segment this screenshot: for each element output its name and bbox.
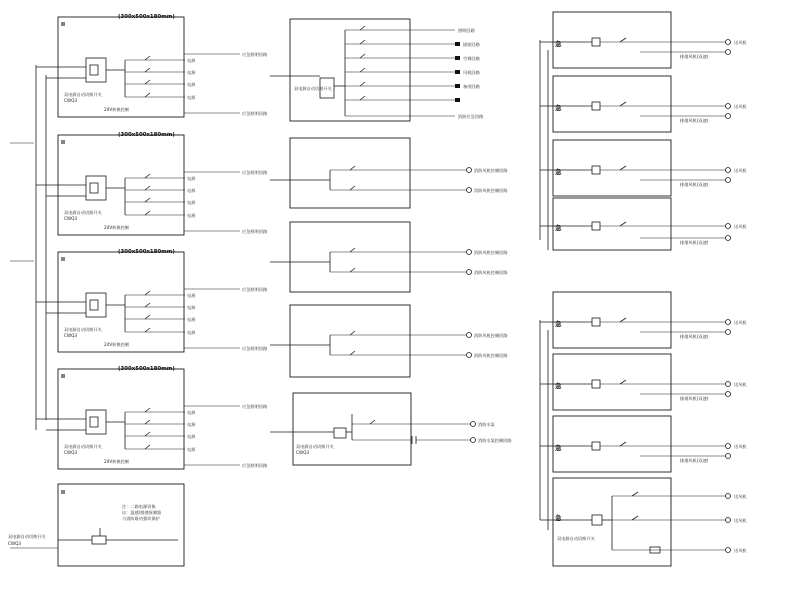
branch-tag: 电源: [187, 422, 196, 427]
panel-label: ⅠⅠ: [61, 490, 66, 496]
col1-trunk-lines: [10, 65, 58, 548]
branch-tag: 电源: [187, 305, 196, 310]
branch-tag: 电源: [187, 410, 196, 415]
out-label: 送风机: [734, 224, 747, 229]
svg-text:急: 急: [555, 320, 562, 328]
branch-tag: 电源: [187, 188, 196, 193]
out-label: 排烟风机(双速): [680, 182, 709, 187]
device-label: 双电源自动切换开关: [294, 86, 332, 91]
out-label: 照明回路: [458, 28, 475, 33]
control-note: 24V转换控制: [104, 459, 129, 464]
col3-trunk-top: [540, 40, 548, 250]
note-line: 与消防联动强切保护: [122, 516, 160, 521]
col3-bottom-panel-4: [540, 478, 747, 566]
device-label: 双电源自动切换开关: [64, 210, 102, 215]
branch-tag: 电源: [187, 58, 196, 63]
branch-tag: 电源: [187, 434, 196, 439]
branch-tag: 电源: [187, 330, 196, 335]
panel-label: ⅠⅠ: [61, 22, 66, 28]
device-label: 双电源自动切换开关: [8, 534, 46, 539]
col1-panel-4: [36, 366, 268, 469]
col2-panel-mid-3: [270, 305, 508, 377]
out-label: 送风机: [734, 444, 747, 449]
branch-tag: 电源: [187, 317, 196, 322]
out-label: 排烟风机(双速): [680, 240, 709, 245]
out-label: 应急照明回路: [242, 111, 268, 116]
note-line: 出：温感/烟感探测器: [122, 510, 162, 515]
device-model: CWQ3: [64, 333, 78, 338]
svg-text:急: 急: [555, 444, 562, 452]
device-label: 双电源自动切换开关: [296, 444, 334, 449]
panel-label: ⅠⅠ: [61, 257, 66, 263]
out-label: 消防风机控制回路: [474, 333, 508, 338]
out-label: 排烟风机(双速): [680, 396, 709, 401]
out-label: 消防风机控制回路: [474, 353, 508, 358]
panel-title: (300x500x180mm): [118, 132, 175, 138]
out-label: 排烟风机(双速): [680, 334, 709, 339]
out-label: 送风机: [734, 40, 747, 45]
panel-title: (300x500x180mm): [118, 249, 175, 255]
out-label: 应急照明回路: [242, 229, 268, 234]
branch-tag: 电源: [187, 82, 196, 87]
col3-bottom-panel-2: [540, 354, 747, 410]
out-label: 送风机: [734, 104, 747, 109]
out-label: 送风机: [734, 168, 747, 173]
out-label: 应急照明回路: [242, 170, 268, 175]
out-label: 排烟风机(双速): [680, 54, 709, 59]
out-label: 消防水泵: [478, 422, 495, 427]
out-label: 应急照明回路: [242, 346, 268, 351]
branch-tag: 电源: [187, 213, 196, 218]
out-label: 送风机: [734, 320, 747, 325]
svg-text:急: 急: [555, 40, 562, 48]
out-label: 排烟风机(双速): [680, 118, 709, 123]
svg-text:急: 急: [555, 104, 562, 112]
out-label: 消防风机控制回路: [474, 250, 508, 255]
device-label: 双电源自动切换开关: [64, 444, 102, 449]
out-label: 排烟风机(双速): [680, 458, 709, 463]
device-model: CWQ3: [64, 98, 78, 103]
col3-bottom-panel-1: [540, 292, 747, 348]
col3-top-panel-2: [540, 76, 747, 132]
out-label: 空调回路: [463, 56, 480, 61]
out-label: 送风机: [734, 382, 747, 387]
out-label: 插座回路: [463, 42, 480, 47]
device-model: CWQ3: [296, 450, 310, 455]
col3-top-panel-4: [540, 198, 747, 250]
svg-text:急: 急: [555, 382, 562, 390]
col1-panel-bottom: [8, 484, 184, 566]
device-model: CWQ3: [64, 450, 78, 455]
svg-text:急: 急: [555, 224, 562, 232]
note-line: 注：二路电源切换: [122, 504, 156, 509]
col2-panel-bottom: [270, 393, 512, 465]
col1-panel-2: [36, 132, 268, 235]
branch-tag: 电源: [187, 176, 196, 181]
device-label: 双电源自动切换开关: [64, 92, 102, 97]
out-label: 应急照明回路: [242, 404, 268, 409]
out-label: 应急照明回路: [242, 287, 268, 292]
device-model: CWQ3: [8, 541, 22, 546]
panel-title: (300x500x180mm): [118, 14, 175, 20]
col3-top-panel-1: [540, 12, 747, 68]
out-label: 消防风机控制回路: [474, 188, 508, 193]
out-label: 应急照明回路: [242, 52, 268, 57]
device-label: 双电源自动切换开关: [64, 327, 102, 332]
panel-label: ⅠⅠ: [61, 374, 66, 380]
out-label: 消防风机控制回路: [474, 270, 508, 275]
branch-tag: 电源: [187, 293, 196, 298]
col1-panel-3: [36, 249, 268, 352]
col1-panel-1: [36, 14, 268, 117]
out-label: 风机回路: [463, 70, 480, 75]
control-note: 24V转换控制: [104, 225, 129, 230]
col3-bottom-panel-3: [540, 416, 747, 472]
device-model: CWQ3: [64, 216, 78, 221]
out-label: 送风机: [734, 494, 747, 499]
device-label: 双电源自动切换开关: [557, 536, 595, 541]
out-label: 消防应急回路: [458, 114, 484, 119]
out-label: 送风机: [734, 518, 747, 523]
out-label: 送风机: [734, 548, 747, 553]
out-label: 应急照明回路: [242, 463, 268, 468]
panel-label: ⅠⅠ: [61, 140, 66, 146]
out-label: 消防水泵控制回路: [478, 438, 512, 443]
out-label: 备用回路: [463, 84, 480, 89]
branch-tag: 电源: [187, 95, 196, 100]
control-note: 24V转换控制: [104, 107, 129, 112]
col2-panel-mid-2: [270, 222, 508, 292]
panel-title: (300x500x180mm): [118, 366, 175, 372]
col3-top-panel-3: [540, 140, 747, 196]
svg-text:急: 急: [555, 168, 562, 176]
branch-tag: 电源: [187, 200, 196, 205]
col2-panel-top: [270, 19, 484, 121]
branch-tag: 电源: [187, 447, 196, 452]
col3-trunk-bottom: [540, 320, 548, 530]
svg-text:急: 急: [555, 514, 562, 522]
control-note: 24V转换控制: [104, 342, 129, 347]
col2-panel-mid-1: [270, 138, 508, 208]
out-label: 消防风机控制回路: [474, 168, 508, 173]
branch-tag: 电源: [187, 70, 196, 75]
